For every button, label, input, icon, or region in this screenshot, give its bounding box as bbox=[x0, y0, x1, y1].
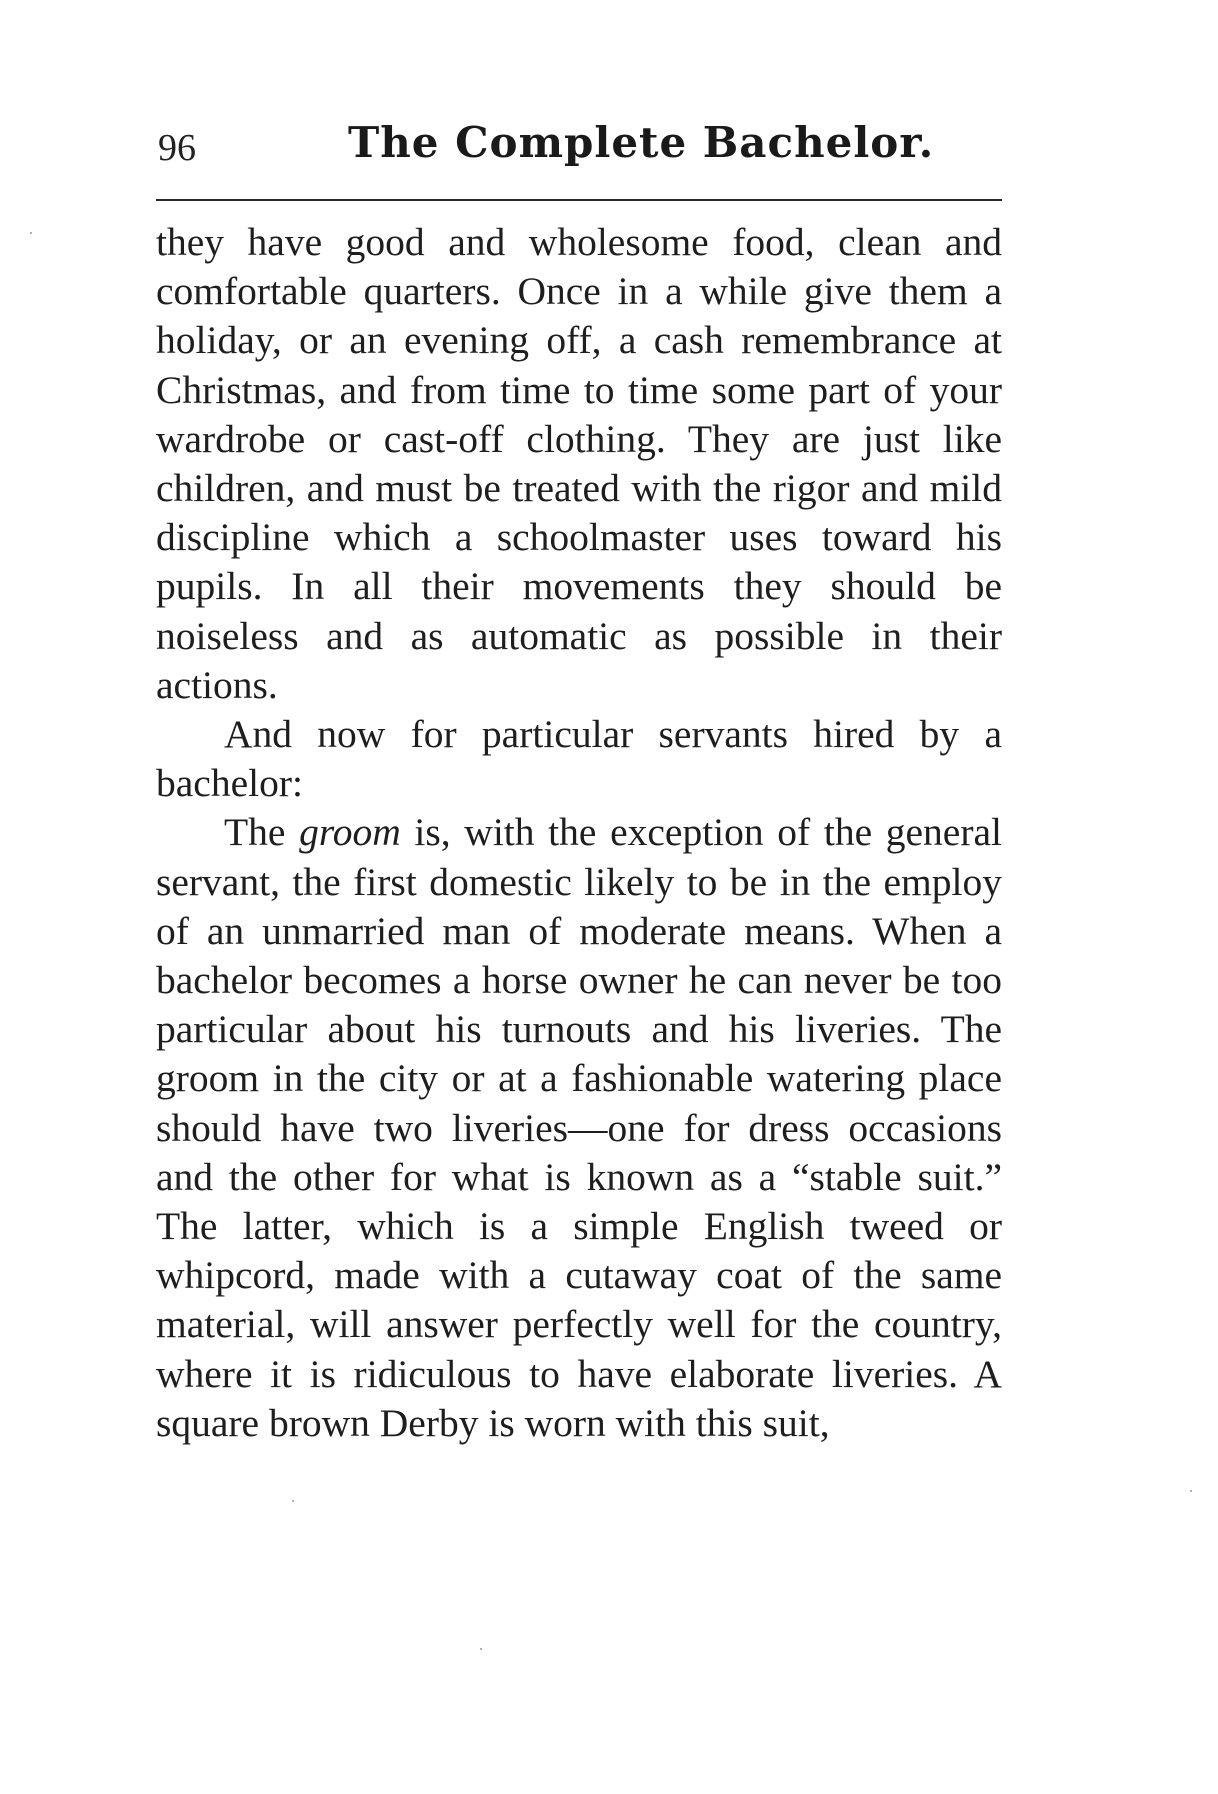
paper-speck bbox=[1190, 1490, 1192, 1492]
page-header bbox=[158, 118, 998, 178]
body-text bbox=[156, 218, 1002, 1448]
groom-lead-text: The bbox=[224, 810, 286, 855]
header-rule bbox=[156, 199, 1002, 201]
paper-speck bbox=[30, 232, 32, 234]
page-number: 96 bbox=[158, 127, 196, 169]
groom-rest-text: is, with the exception of the general servant, the first domestic likely to be in the employ of an unmarried man of moderate means. When a bachelor becomes a horse owner he can never be too particular about his turnouts and his liveries. The groom in the city or at a fashionable watering place should have two liveries—one for dress occasions and the other for what is known as a “stable suit.” The latter, which is a simple English tweed or whipcord, made with a cutaway coat of the same material, will answer perfectly well for the country, where it is ridiculous to have elaborate liveries. A square brown Derby is worn with this suit, bbox=[156, 810, 1002, 1445]
paper-speck bbox=[292, 1500, 294, 1502]
paragraph-servants-treatment: they have good and wholesome food, clean and comfortable quarters. Once in a while give them a holiday, or an evening off, a cash remembrance at Christmas, and from time to time some part of your wardrobe or cast-off clothing. They are just like children, and must be treated with the rigor and mild discipline which a schoolmaster uses toward his pupils. In all their movements they should be noiseless and as automatic as possible in their actions. bbox=[156, 220, 1002, 707]
paragraph-particular-servants: And now for particular servants hired by a bachelor: bbox=[156, 712, 1002, 806]
paper-speck bbox=[480, 1648, 482, 1650]
running-title: The Complete Bachelor. bbox=[348, 118, 935, 167]
groom-emphasis: groom bbox=[299, 810, 401, 855]
paragraph-groom bbox=[156, 808, 1002, 1448]
